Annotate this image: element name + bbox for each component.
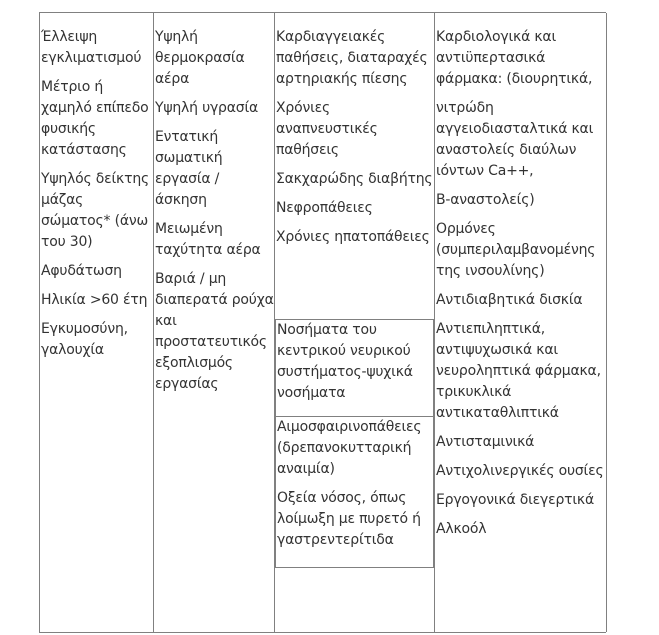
disease-box-cns <box>275 319 434 417</box>
table-cell-item: Ηλικία >60 έτη <box>41 292 148 308</box>
table-cell-item: Αφυδάτωση <box>41 263 122 279</box>
column-diseases <box>274 13 434 632</box>
table-cell-item: Οξεία νόσος, όπως λοίμωξη με πυρετό ή γαστρεντερίτιδα <box>277 490 421 548</box>
column-personal-factors <box>39 13 153 632</box>
table-cell-item: Νεφροπάθειες <box>276 200 373 216</box>
table-cell-item: Βαριά / μη διαπερατά ρούχα και προστατευτικός εξοπλισμός εργασίας <box>155 271 274 392</box>
table-cell-item: νιτρώδη αγγειοδιασταλτικά και αναστολείς διαύλων ιόντων Ca++, <box>436 100 594 179</box>
table-cell-item: Εντατική σωματική εργασία / άσκηση <box>155 129 223 208</box>
table-cell-item: Αλκοόλ <box>436 521 487 537</box>
column-medications <box>434 13 607 632</box>
table-cell-item: Αντιεπιληπτικά, αντιψυχωσικά και νευροληπτικά φάρμακα, τρικυκλικά αντικαταθλιπτικά <box>436 321 601 421</box>
table-cell-item: Μέτριο ή χαμηλό επίπεδο φυσικής κατάστασης <box>41 79 149 158</box>
table-cell-item: Αντισταμινικά <box>436 434 535 450</box>
table-cell-item: Αντιδιαβητικά δισκία <box>436 292 583 308</box>
table-cell-item: Εργογονικά διεγερτικά <box>436 492 594 508</box>
table-cell-item: Έλλειψη εγκλιματισμού <box>41 29 142 66</box>
table-cell-item: Ορμόνες (συμπεριλαμβανομένης της ινσουλίνης) <box>436 221 596 279</box>
table-cell-item: Αντιχολινεργικές ουσίες <box>436 463 604 479</box>
table-cell-item: Νοσήματα του κεντρικού νευρικού συστήματος-ψυχικά νοσήματα <box>277 322 413 401</box>
table-cell-item: Καρδιολογικά και αντιϋπερτασικά φάρμακα: (διουρητικά, <box>436 29 593 87</box>
table-cell-item: Μειωμένη ταχύτητα αέρα <box>155 221 261 258</box>
risk-factors-table <box>39 12 606 633</box>
table-cell-item: Υψηλή θερμοκρασία αέρα <box>155 29 245 87</box>
table-cell-item: Σακχαρώδης διαβήτης <box>276 171 433 187</box>
table-cell-item: Υψηλή υγρασία <box>155 100 259 116</box>
table-cell-item: B-αναστολείς) <box>436 192 535 208</box>
table-cell-item: Αιμοσφαιρινοπάθειες (δρεπανοκυτταρική αναιμία) <box>277 419 422 477</box>
table-cell-item: Καρδιαγγειακές παθήσεις, διαταραχές αρτηριακής πίεσης <box>276 29 428 87</box>
table-cell-item: Εγκυμοσύνη, γαλουχία <box>41 321 128 358</box>
table-cell-item: Χρόνιες ηπατοπάθειες <box>276 229 430 245</box>
table-cell-item: Υψηλός δείκτης μάζας σώματος* (άνω του 30) <box>41 171 150 250</box>
table-cell-item: Χρόνιες αναπνευστικές παθήσεις <box>276 100 378 158</box>
disease-box-blood-acute <box>275 416 434 568</box>
column-environment-factors <box>153 13 274 632</box>
